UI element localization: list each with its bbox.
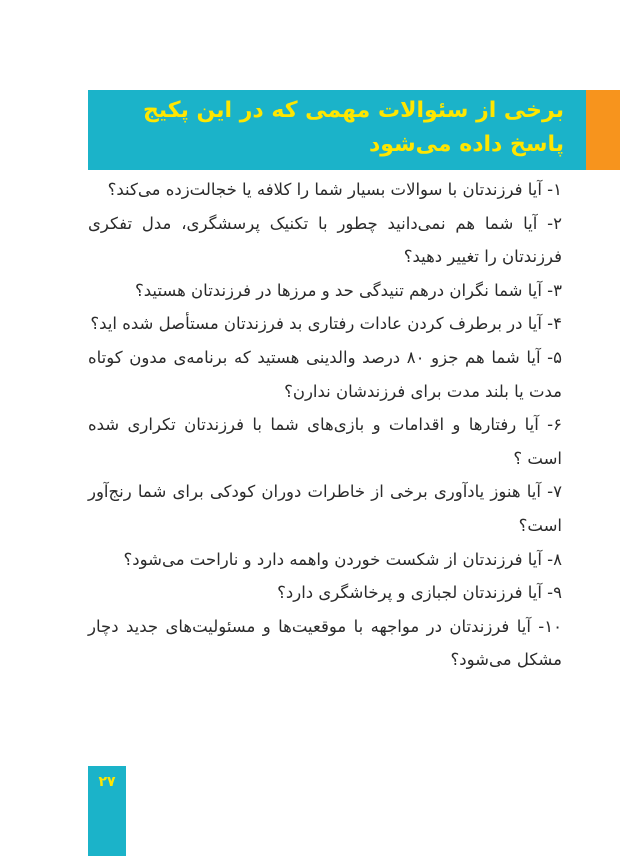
question-item-2: ۲- آیا شما هم نمی‌دانید چطور با تکنیک پرسشگری، مدل تفکری فرزندتان را تغییر دهید؟	[88, 213, 562, 267]
question-item-9: ۹- آیا فرزندتان لجبازی و پرخاشگری دارد؟	[277, 583, 562, 603]
question-item-7: ۷- آیا هنوز یادآوری برخی از خاطرات دوران کودکی برای شما رنج‌آور است؟	[88, 482, 562, 535]
question-item-8: ۸- آیا فرزندتان از شکست خوردن واهمه دارد و ناراحت می‌شود؟	[123, 549, 562, 569]
page-number: ۲۷	[98, 774, 116, 790]
question-item-6: ۶- آیا رفتارها و اقدامات و بازی‌های شما با فرزندتان تکراری شده است ؟	[88, 415, 562, 468]
question-list	[88, 173, 562, 677]
header-accent-bar	[586, 90, 620, 170]
question-item-5: ۵- آیا شما هم جزو ۸۰ درصد والدینی هستید که برنامه‌ی مدون کوتاه مدت یا بلند مدت برای فرزندشان ندارن؟	[88, 347, 562, 401]
question-item-4: ۴- آیا در برطرف کردن عادات رفتاری بد فرزندتان مستأصل شده اید؟	[90, 314, 562, 334]
question-item-3: ۳- آیا شما نگران درهم تنیدگی حد و مرزها در فرزندتان هستید؟	[135, 280, 562, 300]
page-title: برخی از سئوالات مهمی که در این پکیج پاسخ داده می‌شود	[142, 98, 564, 157]
question-item-10: ۱۰- آیا فرزندتان در مواجهه با موقعیت‌ها و مسئولیت‌های جدید دچار مشکل می‌شود؟	[88, 616, 562, 670]
question-item-1: ۱- آیا فرزندتان با سوالات بسیار شما را کلافه یا خجالت‌زده می‌کند؟	[107, 180, 562, 199]
